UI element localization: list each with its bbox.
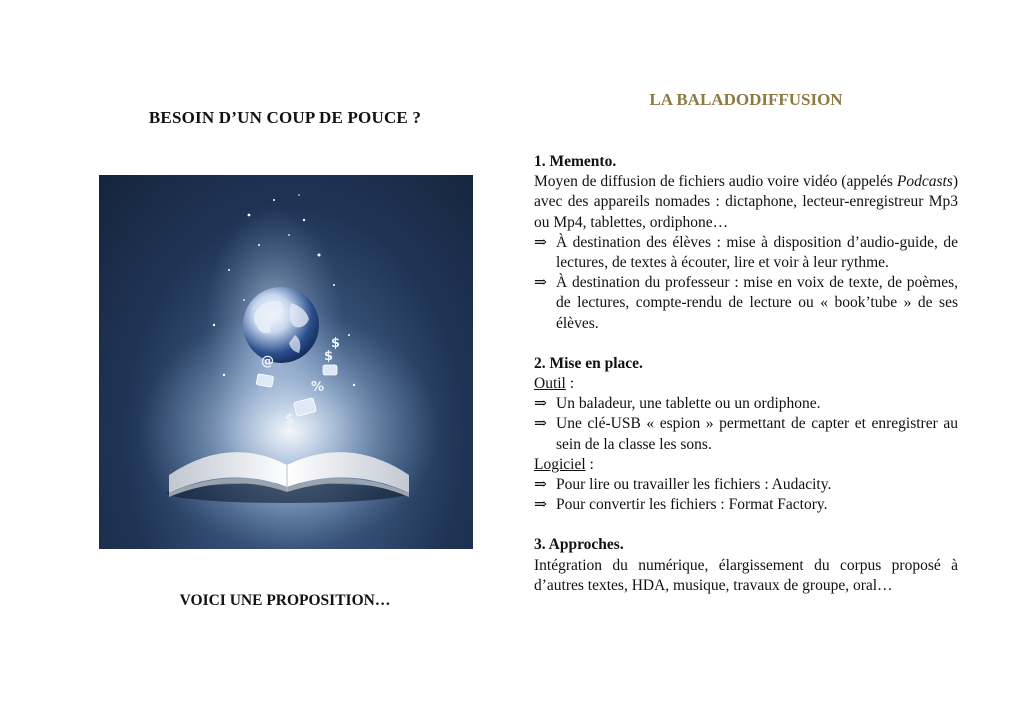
list-item-text: Pour convertir les fichiers : Format Factory. <box>556 496 828 514</box>
section-heading: 3. Approches. <box>534 536 624 554</box>
section-heading: 1. Memento. <box>534 153 617 170</box>
arrow-icon: ⇒ <box>534 476 547 494</box>
left-subtitle: VOICI UNE PROPOSITION… <box>179 592 391 609</box>
list-item-text: Une clé-USB « espion » permettant de capter et enregistrer au sein de la classe les sons. <box>556 415 958 453</box>
arrow-icon: ⇒ <box>534 496 547 514</box>
section-memento <box>534 152 958 334</box>
arrow-icon: ⇒ <box>534 233 547 251</box>
svg-text:%: % <box>311 380 325 395</box>
software-label: Logiciel <box>534 455 586 473</box>
list-item-text: Un baladeur, une tablette ou un ordiphone. <box>556 395 821 413</box>
svg-text:$: $ <box>324 349 334 364</box>
list-item <box>534 414 958 454</box>
list-item <box>534 495 958 515</box>
label-colon: : <box>585 455 594 473</box>
memento-intro <box>534 172 958 233</box>
intro-text: Moyen de diffusion de fichiers audio voire vidéo (appelés <box>534 173 897 191</box>
list-item-text: À destination des élèves : mise à disposition d’audio-guide, de lectures, de textes à écouter, lire et voir à leur rythme. <box>556 233 958 272</box>
left-title: BESOIN D’UN COUP DE POUCE ? <box>148 108 422 127</box>
arrow-icon: ⇒ <box>534 415 547 433</box>
label-colon: : <box>565 375 575 393</box>
arrow-icon: ⇒ <box>534 395 547 413</box>
illustration-graphic <box>99 175 473 549</box>
list-item <box>534 233 958 273</box>
tool-label-line <box>534 374 958 394</box>
list-item-text: À destination du professeur : mise en voix de texte, de poèmes, de lectures, compte-rendu de lecture ou « book’tube » de ses élèves. <box>556 274 958 332</box>
section-heading: 2. Mise en place. <box>534 354 643 372</box>
approaches-text: Intégration du numérique, élargissement du corpus proposé à d’autres textes, HDA, musique, travaux de groupe, oral… <box>534 556 958 594</box>
tool-label: Outil <box>534 375 566 393</box>
list-item <box>534 394 958 414</box>
intro-italic: Podcasts <box>896 173 953 191</box>
list-item <box>534 475 958 495</box>
section-approaches <box>534 535 958 596</box>
software-label-line <box>534 455 958 475</box>
section-setup <box>534 354 958 516</box>
svg-text:$: $ <box>331 336 341 351</box>
svg-text:@: @ <box>261 354 274 369</box>
arrow-icon: ⇒ <box>534 274 547 292</box>
list-item-text: Pour lire ou travailler les fichiers : Audacity. <box>556 476 832 494</box>
document-content <box>534 152 958 616</box>
list-item <box>534 273 958 334</box>
open-book-globe-illustration <box>99 175 473 549</box>
document-title: LA BALADODIFFUSION <box>649 90 843 109</box>
intro-text: ) avec des appareils nomades : dictaphone, lecteur-enregistreur Mp3 ou Mp4, tablettes, ordiphone… <box>534 173 958 231</box>
svg-text:$: $ <box>285 412 295 427</box>
